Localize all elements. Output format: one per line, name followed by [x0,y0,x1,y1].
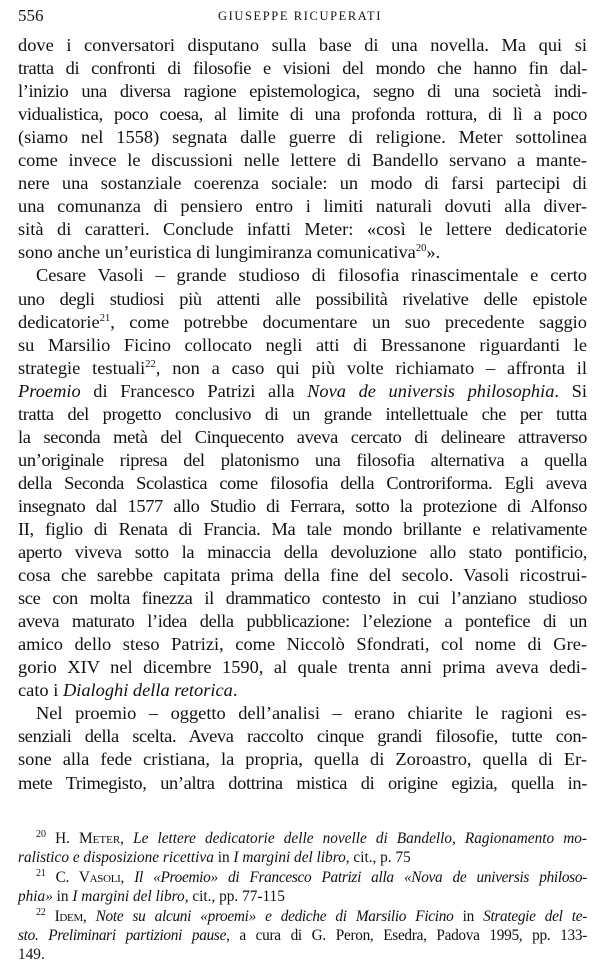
text-fragment: in [453,907,484,925]
body-text [18,34,587,795]
italic-title: phia» [18,888,53,906]
italic-title: Nova de universis philosophia [307,380,555,401]
text-line: uno degli studiosi più attenti alle possibilità rivelative delle epistole [18,288,587,309]
text-line [18,311,587,334]
footnote-number: 21 [36,867,46,879]
text-line: sità di caratteri. Conclude infatti Meter: «così le lettere dedicatorie [18,219,587,240]
text-line: la seconda metà del Cinquecento aveva cercato di delineare attraverso [18,426,587,447]
footnote-21: $^{21}$ C. Vasoli, Il «Proemio» di Francesco Patrizi alla «Nova de universis philoso- [36,867,587,886]
footnote-ref-20[interactable]: 20 [415,243,427,255]
footnote-author-smallcaps: asoli [89,868,121,886]
text-fragment: . Si [554,380,587,401]
italic-title: I margini del libro [72,888,185,906]
italic-title: Note su alcuni «proemi» e dediche di Marsilio Ficino [95,907,454,925]
text-fragment: in [213,849,234,867]
text-line: un’originale ripresa del platonismo una filosofia alternativa a quella [18,449,587,470]
text-line: gorio XIV nel dicembre 1590, al quale trenta anni prima aveva dedi- [18,657,587,678]
text-line [18,380,587,403]
text-fragment: strategie testuali [18,357,146,378]
footnote-22: $^{22}$ Idem, Note su alcuni «proemi» e dediche di Marsilio Ficino in Strategie del te- [36,906,587,925]
text-fragment: dedicatorie [18,311,100,332]
footnote-author: I [54,907,60,925]
footnotes [18,829,587,965]
italic-title: sto. Preliminari partizioni pause [18,927,227,945]
running-head-author: GIUSEPPE RICUPERATI [217,9,383,23]
text-line: aperto viveva sotto la minaccia della devoluzione allo stato pontificio, [18,542,587,563]
text-fragment: sono anche un’euristica di lungimiranza comunicativa [18,242,416,263]
text-fragment: cato i [18,680,63,701]
footnote-21-cont [18,887,587,906]
text-line: aveva maturato l’idea della pubblicazione: l’elezione a pontefice di un [18,611,587,632]
text-line: nere una sostanziale coerenza sociale: un modo di farsi partecipi di [18,173,587,194]
footnote-ref-22[interactable]: 22 [145,358,156,370]
footnote-number: 20 [36,829,46,840]
text-fragment: , cit., p. 75 [345,849,411,867]
text-line: tratta di confronti di filosofie e visioni del mondo che hanno fin dal- [18,58,587,79]
text-fragment: . [232,680,238,701]
text-line: come invece le discussioni nelle lettere di Bandello servano a mante- [18,150,587,171]
italic-title: Dialoghi della retorica [62,680,233,701]
text-fragment: in [52,888,73,906]
text-line: Nel proemio – oggetto dell’analisi – erano chiarite le ragioni es- [36,703,587,724]
text-line [18,357,587,380]
text-line: l’inizio una diversa ragione epistemologica, segno di una società indi- [18,81,587,102]
text-line: dove i conversatori disputano sulla base di una novella. Ma qui si [18,35,587,55]
text-line: una comunanza di pensiero entro i limiti naturali dovuti alla diver- [18,196,587,217]
italic-title: ralistico e disposizione ricettiva [18,849,214,867]
text-line: cosa che sarebbe capitata prima della fine del secolo. Vasoli ricostrui- [18,565,587,586]
text-line: insegnato dal 1577 allo Studio di Ferrara, sotto la protezione di Alfonso [18,495,587,516]
text-fragment: , cit., pp. 77-115 [184,888,285,906]
text-line: della Seconda Scolastica come filosofia della Controriforma. Egli aveva [18,472,587,493]
text-line [18,679,587,702]
footnote-ref-21[interactable]: 21 [99,312,111,324]
footnote-22-end: 149. [18,946,45,964]
text-line: su Marsilio Ficino collocato negli atti di Bressanone riguardanti le [18,334,587,355]
running-head [18,6,582,28]
italic-title: Il «Proemio» di Francesco Patrizi alla «Nova de universis philoso- [134,868,587,886]
footnote-author-smallcaps: dem [59,907,83,925]
italic-title: Proemio [18,380,81,401]
text-line [18,241,587,264]
italic-title: I margini del libro [233,849,346,867]
footnote-author: C. V [55,868,90,886]
footnote-20: $^{20}$ H. Meter, Le lettere dedicatorie delle novelle di Bandello, Ragionamento mo- [36,829,588,847]
text-line: tratta del progetto conclusivo di un grande intellettuale che per tutta [18,403,587,424]
italic-title: Strategie del te- [483,907,587,925]
text-line: Cesare Vasoli – grande studioso di filosofia rinascimentale e certo [36,265,587,286]
text-line: sone alla fede cristiana, la propria, quella di Zoroastro, quella di Er- [18,749,587,770]
text-line: mete Trimegisto, un’altra dottrina mistica di origine egizia, quella in- [18,772,587,793]
text-line: vidualistica, poco coesa, al limite di una profonda rottura, di lì a poco [18,104,587,125]
footnote-author-smallcaps: eter [92,830,121,847]
italic-title: Le lettere dedicatorie delle novelle di Bandello, Ragionamento mo- [133,830,588,847]
text-line: II, figlio di Renata di Francia. Ma tale mondo brillante e relativamente [18,518,587,539]
footnote-20-cont [18,848,587,867]
text-fragment: , non a caso qui più volte richiamato – affronta il [155,357,587,378]
text-line: sce con molta finezza il drammatico contesto in cui l’anziano studioso [18,588,587,609]
text-line: (siamo nel 1558) segnata dalle guerre di religione. Meter sottolinea [18,127,587,148]
text-fragment: , come potrebbe documentare un suo precedente saggio [110,311,587,332]
text-line: amico dello steso Patrizi, come Niccolò Sfondrati, col nome di Gre- [18,634,587,655]
footnote-22-cont [18,926,587,945]
text-line: senziali della scelta. Aveva raccolto cinque grandi filosofie, tutte con- [18,726,587,747]
footnote-number: 22 [36,906,46,918]
text-fragment: , a cura di G. Peron, Esedra, Padova 1995, pp. 133- [226,927,587,945]
footnote-author: H. M [55,830,93,847]
text-fragment: di Francesco Patrizi alla [80,380,308,401]
text-fragment: ». [426,242,441,263]
page-number: 556 [18,6,44,25]
